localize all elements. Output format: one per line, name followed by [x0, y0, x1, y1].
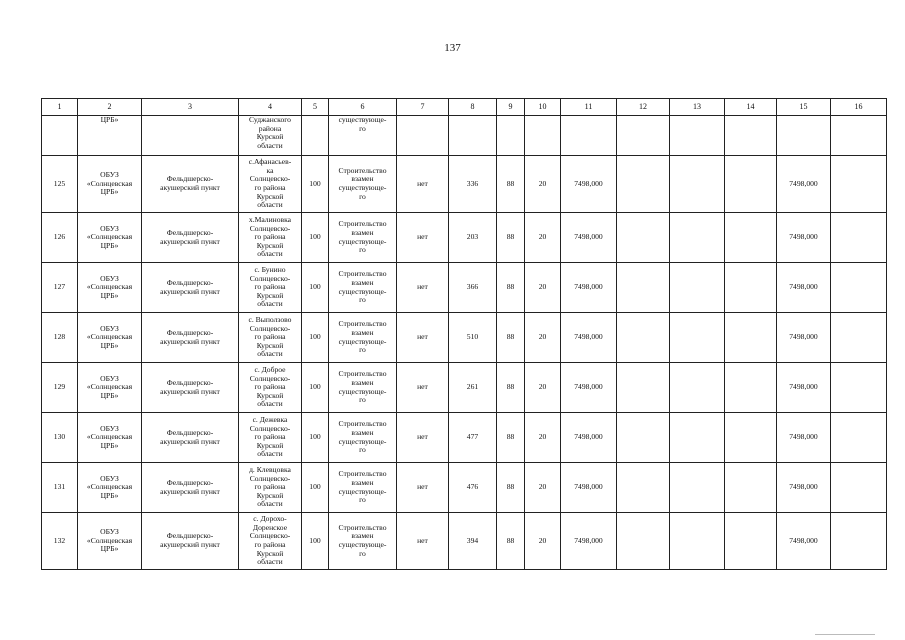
location-cell: с.Афанасьев- ка Солнцевско- го района Курской области: [239, 156, 302, 213]
value-cell: 7498,000: [777, 513, 831, 570]
value-cell: 20: [525, 413, 561, 463]
value-cell: [617, 513, 670, 570]
location-cell: с. Доброе Солнцевско- го района Курской области: [239, 363, 302, 413]
row-number: 129: [42, 363, 78, 413]
table-cell: [831, 116, 887, 156]
value-cell: нет: [397, 463, 449, 513]
table-cell: Суджанского района Курской области: [239, 116, 302, 156]
object-cell: Фельдшерско- акушерский пункт: [142, 263, 239, 313]
table-row: [42, 413, 887, 463]
value-cell: [725, 213, 777, 263]
value-cell: 88: [497, 463, 525, 513]
object-cell: Фельдшерско- акушерский пункт: [142, 156, 239, 213]
table-row: [42, 213, 887, 263]
value-cell: 88: [497, 363, 525, 413]
capacity-cell: 100: [302, 156, 329, 213]
value-cell: 366: [449, 263, 497, 313]
value-cell: 7498,000: [561, 263, 617, 313]
page-number: 137: [444, 42, 461, 54]
value-cell: 20: [525, 313, 561, 363]
value-cell: 88: [497, 213, 525, 263]
capacity-cell: 100: [302, 513, 329, 570]
value-cell: 7498,000: [561, 213, 617, 263]
value-cell: [670, 463, 725, 513]
value-cell: [831, 263, 887, 313]
table-cell: [670, 116, 725, 156]
table-cell: [497, 116, 525, 156]
column-header: 11: [561, 99, 617, 116]
table-row: [42, 263, 887, 313]
value-cell: [617, 313, 670, 363]
table-cell: [617, 116, 670, 156]
value-cell: 88: [497, 513, 525, 570]
organization-cell: ОБУЗ «Солнцевская ЦРБ»: [78, 463, 142, 513]
work-type-cell: Строительство взамен существующе- го: [329, 413, 397, 463]
column-header: 5: [302, 99, 329, 116]
row-number: 127: [42, 263, 78, 313]
work-type-cell: Строительство взамен существующе- го: [329, 213, 397, 263]
value-cell: 20: [525, 156, 561, 213]
value-cell: [725, 413, 777, 463]
column-header: 10: [525, 99, 561, 116]
continuation-row: [42, 116, 887, 156]
location-cell: с. Выползово Солнцевско- го района Курской области: [239, 313, 302, 363]
scan-edge-mark: [815, 634, 875, 635]
table-cell: [142, 116, 239, 156]
value-cell: 20: [525, 363, 561, 413]
table-row: [42, 363, 887, 413]
value-cell: 476: [449, 463, 497, 513]
column-header: 12: [617, 99, 670, 116]
column-header: 4: [239, 99, 302, 116]
organization-cell: ОБУЗ «Солнцевская ЦРБ»: [78, 413, 142, 463]
value-cell: нет: [397, 363, 449, 413]
value-cell: [725, 363, 777, 413]
table-cell: [397, 116, 449, 156]
value-cell: 7498,000: [561, 313, 617, 363]
value-cell: 7498,000: [777, 463, 831, 513]
location-cell: с. Бунино Солнцевско- го района Курской области: [239, 263, 302, 313]
object-cell: Фельдшерско- акушерский пункт: [142, 213, 239, 263]
facilities-table: [41, 98, 887, 570]
value-cell: 336: [449, 156, 497, 213]
work-type-cell: Строительство взамен существующе- го: [329, 363, 397, 413]
value-cell: [831, 156, 887, 213]
value-cell: [831, 213, 887, 263]
work-type-cell: Строительство взамен существующе- го: [329, 263, 397, 313]
object-cell: Фельдшерско- акушерский пункт: [142, 463, 239, 513]
value-cell: 20: [525, 513, 561, 570]
work-type-cell: Строительство взамен существующе- го: [329, 156, 397, 213]
capacity-cell: 100: [302, 363, 329, 413]
value-cell: 20: [525, 463, 561, 513]
row-number: 130: [42, 413, 78, 463]
row-number: 132: [42, 513, 78, 570]
organization-cell: ОБУЗ «Солнцевская ЦРБ»: [78, 513, 142, 570]
value-cell: [725, 463, 777, 513]
column-header: 14: [725, 99, 777, 116]
table-cell: [302, 116, 329, 156]
table-cell: [525, 116, 561, 156]
object-cell: Фельдшерско- акушерский пункт: [142, 413, 239, 463]
column-header: 3: [142, 99, 239, 116]
table-row: [42, 156, 887, 213]
row-number: 131: [42, 463, 78, 513]
value-cell: 7498,000: [561, 513, 617, 570]
column-header: 7: [397, 99, 449, 116]
value-cell: 88: [497, 263, 525, 313]
value-cell: [831, 513, 887, 570]
value-cell: [617, 413, 670, 463]
value-cell: нет: [397, 213, 449, 263]
value-cell: нет: [397, 513, 449, 570]
location-cell: д. Клевцовка Солнцевско- го района Курской области: [239, 463, 302, 513]
location-cell: с. Дежевка Солнцевско- го района Курской области: [239, 413, 302, 463]
organization-cell: ОБУЗ «Солнцевская ЦРБ»: [78, 263, 142, 313]
value-cell: нет: [397, 413, 449, 463]
table-cell: [725, 116, 777, 156]
table-cell: [561, 116, 617, 156]
row-number: 128: [42, 313, 78, 363]
object-cell: Фельдшерско- акушерский пункт: [142, 513, 239, 570]
value-cell: 7498,000: [561, 156, 617, 213]
column-header: 1: [42, 99, 78, 116]
value-cell: 20: [525, 263, 561, 313]
value-cell: [831, 363, 887, 413]
value-cell: [617, 363, 670, 413]
row-number: 125: [42, 156, 78, 213]
organization-cell: ОБУЗ «Солнцевская ЦРБ»: [78, 363, 142, 413]
column-header: 16: [831, 99, 887, 116]
column-header: 8: [449, 99, 497, 116]
value-cell: 7498,000: [777, 156, 831, 213]
table-row: [42, 313, 887, 363]
value-cell: нет: [397, 156, 449, 213]
value-cell: 88: [497, 313, 525, 363]
value-cell: 261: [449, 363, 497, 413]
capacity-cell: 100: [302, 213, 329, 263]
value-cell: [725, 313, 777, 363]
value-cell: 477: [449, 413, 497, 463]
location-cell: х.Малиновка Солнцевско- го района Курской области: [239, 213, 302, 263]
value-cell: [670, 313, 725, 363]
value-cell: 88: [497, 413, 525, 463]
row-number: 126: [42, 213, 78, 263]
value-cell: 7498,000: [777, 213, 831, 263]
table-row: [42, 463, 887, 513]
column-header: 13: [670, 99, 725, 116]
table-cell: [777, 116, 831, 156]
value-cell: 88: [497, 156, 525, 213]
value-cell: [617, 263, 670, 313]
object-cell: Фельдшерско- акушерский пункт: [142, 313, 239, 363]
value-cell: 20: [525, 213, 561, 263]
value-cell: [617, 156, 670, 213]
work-type-cell: Строительство взамен существующе- го: [329, 313, 397, 363]
work-type-cell: Строительство взамен существующе- го: [329, 513, 397, 570]
object-cell: Фельдшерско- акушерский пункт: [142, 363, 239, 413]
value-cell: 7498,000: [777, 263, 831, 313]
table-cell: [449, 116, 497, 156]
organization-cell: ОБУЗ «Солнцевская ЦРБ»: [78, 313, 142, 363]
column-header: 6: [329, 99, 397, 116]
value-cell: [831, 313, 887, 363]
column-header: 9: [497, 99, 525, 116]
organization-cell: ОБУЗ «Солнцевская ЦРБ»: [78, 156, 142, 213]
value-cell: [725, 513, 777, 570]
value-cell: 203: [449, 213, 497, 263]
capacity-cell: 100: [302, 263, 329, 313]
value-cell: 394: [449, 513, 497, 570]
value-cell: [670, 213, 725, 263]
value-cell: нет: [397, 263, 449, 313]
value-cell: 7498,000: [777, 363, 831, 413]
header-row: [42, 99, 887, 116]
capacity-cell: 100: [302, 313, 329, 363]
capacity-cell: 100: [302, 413, 329, 463]
value-cell: 7498,000: [561, 413, 617, 463]
table-cell: существующе- го: [329, 116, 397, 156]
location-cell: с. Дорохо- Доренское Солнцевско- го района Курской области: [239, 513, 302, 570]
value-cell: [670, 363, 725, 413]
value-cell: нет: [397, 313, 449, 363]
capacity-cell: 100: [302, 463, 329, 513]
value-cell: [670, 413, 725, 463]
table-cell: ЦРБ»: [78, 116, 142, 156]
value-cell: 7498,000: [777, 313, 831, 363]
value-cell: [831, 463, 887, 513]
organization-cell: ОБУЗ «Солнцевская ЦРБ»: [78, 213, 142, 263]
value-cell: [617, 213, 670, 263]
value-cell: 7498,000: [561, 363, 617, 413]
value-cell: 510: [449, 313, 497, 363]
value-cell: [670, 156, 725, 213]
value-cell: [831, 413, 887, 463]
value-cell: [670, 513, 725, 570]
value-cell: [617, 463, 670, 513]
work-type-cell: Строительство взамен существующе- го: [329, 463, 397, 513]
value-cell: 7498,000: [777, 413, 831, 463]
table-row: [42, 513, 887, 570]
value-cell: [725, 156, 777, 213]
value-cell: [670, 263, 725, 313]
value-cell: [725, 263, 777, 313]
table-cell: [42, 116, 78, 156]
value-cell: 7498,000: [561, 463, 617, 513]
column-header: 2: [78, 99, 142, 116]
column-header: 15: [777, 99, 831, 116]
